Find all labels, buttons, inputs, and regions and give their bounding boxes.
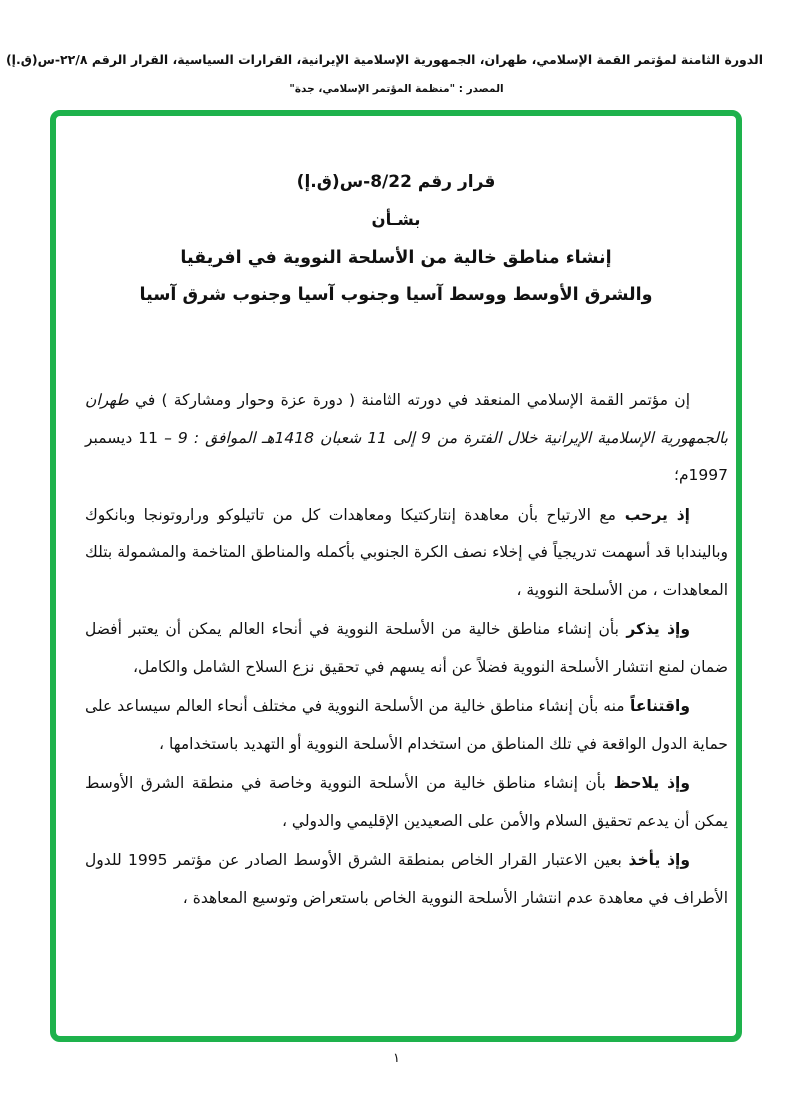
paragraph-segment: إن مؤتمر القمة الإسلامي المنعقد في دورته الثامنة ( دورة عزة وحوار ومشاركة ) في <box>128 391 690 409</box>
paragraph-segment: مع الارتياح بأن معاهدة إنتاركتيكا ومعاهدات كل من تاتيلوكو وراروتونجا وبانكوك وباليندابا قد أسهمت تدريجياً في إخلاء نصف الكرة الجنوبي بأكمله والمناطق المتاخمة والمشمولة بتلك المعاهدات ، من الأسلحة النووية ، <box>85 505 728 599</box>
header-citation: الدورة الثامنة لمؤتمر القمة الإسلامي، طهران، الجمهورية الإسلامية الإيرانية، القرارات السياسية، القرار الرقم ٢٢/٨-س(ق.إ) <box>5 52 763 67</box>
paragraph <box>85 497 728 610</box>
header-source: المصدر : "منظمة المؤتمر الإسلامي، جدة" <box>289 83 504 95</box>
resolution-subject-label: بشـأن <box>371 210 421 229</box>
paragraph-segment: وإذ يلاحظ <box>605 774 690 792</box>
resolution-title-block <box>56 170 736 307</box>
paragraph-segment: إذ يرحب <box>615 505 690 524</box>
paragraph-segment: طهران بالجمهورية الإسلامية الإيرانية خلال الفترة من 9 إلى 11 شعبان 1418هـ الموافق : 9 – <box>85 391 728 447</box>
paragraph-segment: بأن إنشاء مناطق خالية من الأسلحة النووية في أنحاء العالم يمكن أن يعتبر أفضل ضمان لمنع انتشار الأسلحة النووية فضلاً عن أنه يسهم في تحقيق نزع السلاح الشامل والكامل، <box>85 620 728 676</box>
paragraph <box>85 688 728 763</box>
resolution-subject-line2: والشرق الأوسط ووسط آسيا وجنوب آسيا وجنوب شرق آسيا <box>139 285 653 305</box>
paragraph <box>85 842 728 917</box>
paragraph-segment: منه بأن إنشاء مناطق خالية من الأسلحة النووية في مختلف أنحاء العالم سيساعد على حماية الدول الواقعة في تلك المناطق من استخدام الأسلحة النووية أو التهديد باستخدامها ، <box>85 697 728 753</box>
paragraph-segment: بأن إنشاء مناطق خالية من الأسلحة النووية وخاصة في منطقة الشرق الأوسط يمكن أن يدعم تحقيق السلام والأمن على الصعيدين الإقليمي والدولي ، <box>85 774 728 830</box>
paragraph <box>85 611 728 686</box>
resolution-number: قرار رقم 8/22-س(ق.إ) <box>296 172 496 192</box>
paragraph-segment: واقتناعاً <box>624 697 690 715</box>
page-number: ١ <box>393 1051 400 1066</box>
paragraph <box>85 382 728 495</box>
resolution-subject-line1: إنشاء مناطق خالية من الأسلحة النووية في افريقيا <box>180 248 612 268</box>
paragraph <box>85 765 728 840</box>
paragraph-segment: وإذ يأخذ <box>621 851 690 869</box>
paragraph-segment: وإذ يذكر <box>618 620 690 638</box>
document-body <box>85 382 728 919</box>
paragraph-segment: بعين الاعتبار القرار الخاص بمنطقة الشرق الأوسط الصادر عن مؤتمر 1995 للدول الأطراف في معاهدة عدم انتشار الأسلحة النووية الخاص باستعراض وتوسيع المعاهدة ، <box>85 851 728 907</box>
green-border-frame <box>50 110 742 1042</box>
paragraph-segment: 11 ديسمبر 1997م؛ <box>85 428 728 484</box>
